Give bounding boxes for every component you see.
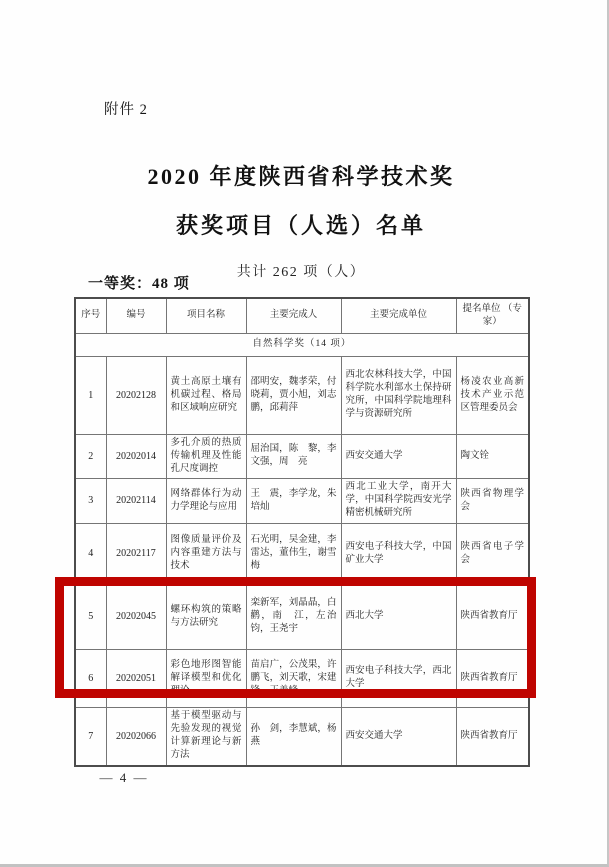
cell-units: 西安交通大学 [341, 434, 456, 478]
cell-project: 多孔介质的热质传输机理及性能孔尺度调控 [166, 434, 246, 478]
cell-nominator: 陕西省电子学会 [456, 523, 529, 584]
cell-project: 网络群体行为动力学理论与应用 [166, 478, 246, 523]
cell-units: 西北工业大学，南开大学，中国科学院西安光学精密机械研究所 [341, 478, 456, 523]
cell-code: 20202051 [106, 649, 166, 707]
grade-heading: 一等奖：48 项 [88, 276, 190, 292]
cell-people: 石光明，吴金建，李雷达，董伟生，谢雪梅 [246, 523, 341, 584]
category-row [75, 333, 529, 356]
cell-seq: 3 [75, 478, 106, 523]
cell-seq: 2 [75, 434, 106, 478]
awards-table [74, 297, 530, 767]
document-title-line1: 2020 年度陕西省科学技术奖 [147, 164, 455, 189]
category-label: 自然科学奖（14 项） [75, 333, 529, 356]
cell-nominator: 陕西省教育厅 [456, 707, 529, 766]
cell-project: 图像质量评价及内容重建方法与技术 [166, 523, 246, 584]
cell-seq: 7 [75, 707, 106, 766]
cell-people: 王 震，李学龙，朱培灿 [246, 478, 341, 523]
cell-units: 西安电子科技大学，西北大学 [341, 649, 456, 707]
cell-seq: 1 [75, 356, 106, 434]
header-nominator: 提名单位 （专家） [456, 298, 529, 333]
cell-units: 西安交通大学 [341, 707, 456, 766]
cell-nominator: 陕西省物理学会 [456, 478, 529, 523]
table-row-highlighted [75, 649, 529, 707]
cell-code: 20202014 [106, 434, 166, 478]
cell-seq: 5 [75, 584, 106, 649]
table-row [75, 434, 529, 478]
cell-code: 20202114 [106, 478, 166, 523]
cell-nominator: 陶文铨 [456, 434, 529, 478]
table-row-highlighted [75, 584, 529, 649]
table-row [75, 478, 529, 523]
cell-code: 20202066 [106, 707, 166, 766]
cell-units: 西北农林科技大学，中国科学院水利部水土保持研究所，中国科学院地理科学与资源研究所 [341, 356, 456, 434]
cell-nominator: 杨凌农业高新技术产业示范区管理委员会 [456, 356, 529, 434]
table-row [75, 523, 529, 584]
cell-code: 20202117 [106, 523, 166, 584]
document-title-line2: 获奖项目（人选）名单 [175, 213, 426, 238]
cell-project: 黄土高原土壤有机碳过程、格局和区域响应研究 [166, 356, 246, 434]
header-seq: 序号 [75, 298, 106, 333]
page-number: — 4 — [99, 770, 149, 785]
cell-project: 螺环构筑的策略与方法研究 [166, 584, 246, 649]
cell-people: 邵明安，魏孝荣，付晓莉，贾小旭，刘志鹏，邱莉萍 [246, 356, 341, 434]
title-block [0, 160, 602, 281]
cell-people: 苗启广，公茂果，许鹏飞，刘天歌，宋建锋，王善峰 [246, 649, 341, 707]
document-subtitle: 共计 262 项（人） [236, 265, 366, 280]
cell-units: 西北大学 [341, 584, 456, 649]
table-row [75, 707, 529, 766]
header-people: 主要完成人 [246, 298, 341, 333]
cell-people: 屈治国，陈 黎，李文强，周 亮 [246, 434, 341, 478]
cell-nominator: 陕西省教育厅 [456, 584, 529, 649]
cell-nominator: 陕西省教育厅 [456, 649, 529, 707]
cell-project: 基于模型驱动与先验发现的视觉计算新理论与新方法 [166, 707, 246, 766]
cell-seq: 6 [75, 649, 106, 707]
cell-code: 20202128 [106, 356, 166, 434]
cell-seq: 4 [75, 523, 106, 584]
cell-people: 孙 剑，李慧斌，杨 燕 [246, 707, 341, 766]
attachment-label: 附件 2 [104, 102, 148, 118]
cell-people: 栾新军，刘晶晶，白 鹳，南 江，左治钧，王尧宇 [246, 584, 341, 649]
table-header-row [75, 298, 529, 333]
table-row [75, 356, 529, 434]
cell-project: 彩色地形图智能解译模型和优化理论 [166, 649, 246, 707]
header-code: 编号 [106, 298, 166, 333]
cell-code: 20202045 [106, 584, 166, 649]
header-units: 主要完成单位 [341, 298, 456, 333]
cell-units: 西安电子科技大学，中国矿业大学 [341, 523, 456, 584]
header-project: 项目名称 [166, 298, 246, 333]
